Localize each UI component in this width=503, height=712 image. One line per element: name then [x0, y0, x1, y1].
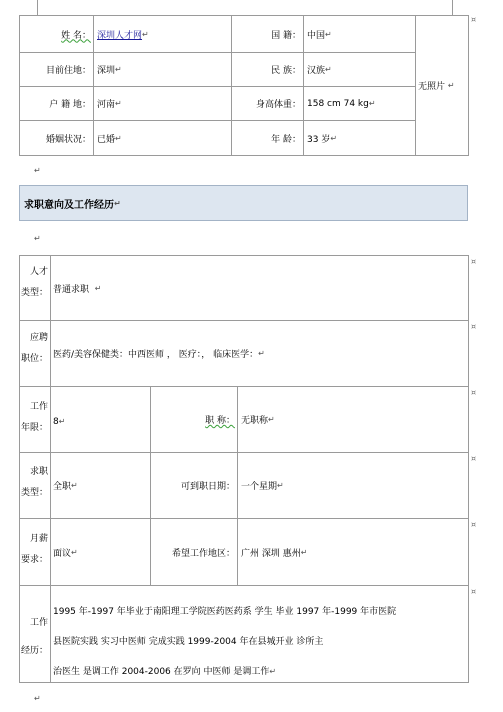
experience-label-1: 工作: [29, 618, 48, 628]
nationality-value: 中国: [307, 30, 326, 41]
body-value: 158 cm 74 kg: [307, 98, 369, 109]
residence-value: 深圳: [97, 66, 116, 76]
return-mark: ↵: [94, 283, 102, 293]
ethnicity-label: 民 族：: [271, 66, 301, 76]
marital-value: 已婚: [97, 134, 116, 145]
age-label: 年 龄：: [271, 134, 301, 145]
title-label: 职 称：: [205, 416, 235, 426]
years-label-1: 工作: [29, 402, 48, 412]
return-mark: ↵: [277, 481, 284, 490]
section-title: 求职意向及工作经历: [24, 199, 114, 211]
position-label-1: 应聘: [29, 333, 48, 343]
return-mark: ↵: [58, 417, 66, 426]
cell-end-mark: ¤: [471, 520, 477, 529]
cell-end-mark: ¤: [471, 388, 477, 397]
return-mark: ↵: [325, 65, 332, 74]
experience-line-3: 治医生 是调工作 2004-2006 在罗向 中医师 是调工作: [53, 667, 270, 677]
return-mark: ↵: [114, 198, 121, 208]
cell-end-mark: ¤: [471, 322, 477, 331]
return-mark: ↵: [330, 133, 338, 143]
marital-label: 婚姻状况：: [45, 134, 91, 145]
body-label: 身高体重：: [255, 100, 301, 110]
experience-label-2: 经历：: [20, 646, 48, 656]
return-mark: ↵: [71, 547, 78, 557]
talent-type-label-1: 人才: [29, 267, 48, 277]
name-value[interactable]: 深圳人才网: [97, 30, 143, 41]
return-mark: ↵: [115, 65, 122, 74]
years-value: 8: [53, 417, 59, 427]
return-mark: ↵: [115, 133, 122, 143]
location-label: 希望工作地区：: [171, 548, 235, 559]
experience-line-1: 1995 年-1997 年毕业于南阳理工学院医药医药系 学生 毕业 1997 年-1999 年市医院: [53, 607, 397, 617]
experience-line-2: 县医院实践 实习中医师 完成实践 1999-2004 年在县城开业 诊所主: [53, 637, 324, 647]
years-label-2: 年限：: [20, 423, 48, 433]
hukou-value: 河南: [97, 100, 116, 110]
salary-value: 面议: [53, 548, 72, 559]
residence-label: 目前住地：: [45, 66, 91, 76]
arrival-label: 可到职日期：: [180, 482, 235, 492]
talent-type-label-2: 类型：: [20, 288, 48, 298]
position-value: 医药/美容保健类：中西医师 ， 医疗：， 临床医学：: [53, 350, 259, 360]
paragraph-mark: ↵: [34, 166, 41, 175]
return-mark: ↵: [325, 29, 332, 39]
nationality-label: 国 籍：: [271, 30, 301, 41]
jobtype-label-2: 类型：: [20, 488, 48, 498]
return-mark: ↵: [258, 349, 265, 358]
hukou-label: 户 籍 地：: [49, 100, 91, 110]
salary-label-1: 月薪: [29, 534, 48, 544]
arrival-value: 一个星期: [241, 482, 278, 492]
location-value: 广州 深圳 惠州: [241, 548, 301, 559]
name-label: 姓 名：: [61, 30, 91, 41]
position-label-2: 职位：: [20, 354, 48, 364]
jobtype-value: 全职: [53, 482, 72, 492]
return-mark: ↵: [447, 81, 455, 90]
section-header: [19, 185, 468, 221]
photo-placeholder: 无照片: [418, 82, 446, 92]
ethnicity-value: 汉族: [307, 66, 326, 76]
return-mark: ↵: [268, 415, 275, 424]
cell-end-mark: ¤: [471, 257, 477, 266]
return-mark: ↵: [300, 547, 308, 557]
jobtype-label-1: 求职: [29, 467, 48, 477]
talent-type-value: 普通求职: [53, 284, 90, 295]
cell-end-mark: ¤: [471, 15, 477, 24]
cell-end-mark: ¤: [471, 587, 477, 596]
salary-label-2: 要求：: [20, 555, 48, 565]
age-value: 33 岁: [307, 134, 331, 145]
paragraph-mark: ↵: [34, 694, 41, 703]
return-mark: ↵: [142, 29, 149, 39]
return-mark: ↵: [269, 667, 277, 676]
return-mark: ↵: [368, 99, 376, 108]
return-mark: ↵: [71, 481, 78, 490]
return-mark: ↵: [115, 99, 122, 108]
paragraph-mark: ↵: [34, 234, 41, 243]
title-value: 无职称: [241, 416, 269, 426]
cell-end-mark: ¤: [471, 454, 477, 463]
